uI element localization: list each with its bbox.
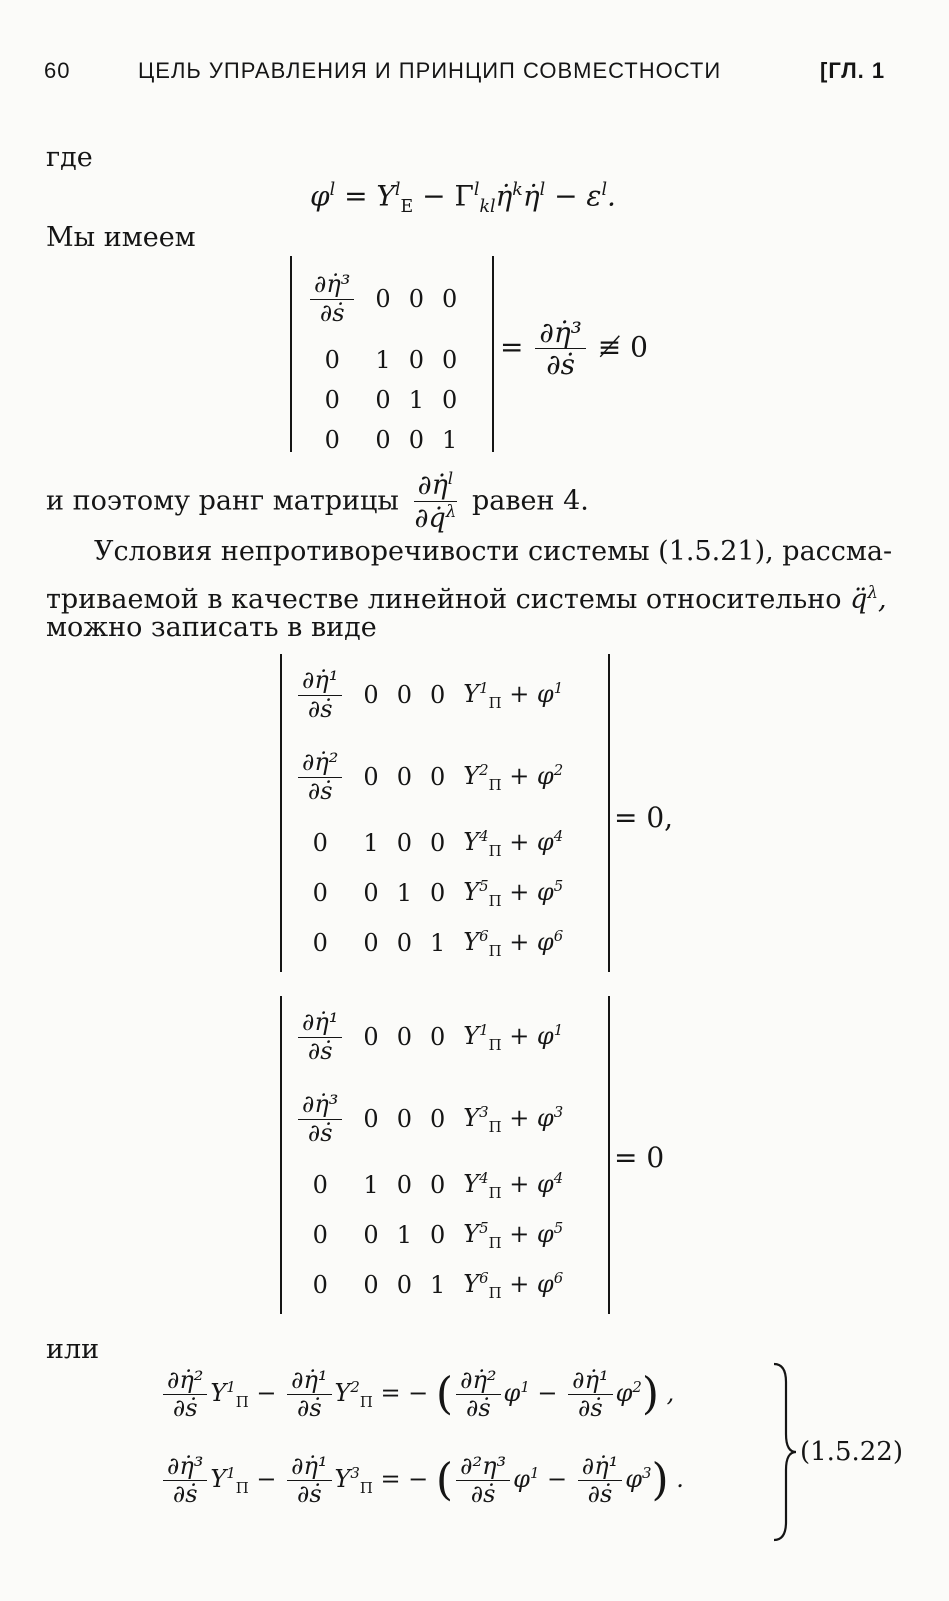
page-number: 60 [44,58,71,83]
equation-number: (1.5.22) [800,1437,903,1467]
chapter-reference: [ГЛ. 1 [820,58,886,83]
text-we-have: Мы имеем [46,222,196,253]
determinant-5x5-first: $\frac{\text{∂η̇¹}}{\text{∂ṡ}}$ 0 0 0 $Y^1_П + \varphi^1$ $\frac{\text{∂η̇²}}{\text{∂ṡ}}$ 0 0 0 $Y^2_П + \varphi^2$ 0 1 0 0 $Y^4_П + \varphi^4$ 0 0 1 0 $Y^5_П + \varphi^5$ 0 0 0 1 $Y^6_П + \varphi^6$ [280,654,610,972]
rank-sentence [46,470,589,534]
right-brace [770,1362,800,1542]
determinant-4x4-rhs: = $\frac{\text{∂η̇³}}{\text{∂ṡ}}$ ≢ 0 [500,316,648,382]
determinant-4x4: $\frac{\text{∂η̇³}}{\text{∂ṡ}}$ 0 0 0 0 1 0 0 0 0 1 0 0 0 0 1 [290,256,494,452]
paragraph-line-1: Условия непротиворечивости системы (1.5.21), рассма- [94,536,893,567]
phi-definition-equation: $\varphi^l = Y^l_E$ − $\Gamma^l_{kl}\etȧ^k\etȧ^l - \varepsilon^l$. [310,179,616,217]
text-where: где [46,142,93,173]
determinant-5x5-second: $\frac{\text{∂η̇¹}}{\text{∂ṡ}}$ 0 0 0 $Y^1_П + \varphi^1$ $\frac{\text{∂η̇³}}{\text{∂ṡ}}$ 0 0 0 $Y^3_П + \varphi^3$ 0 1 0 0 $Y^4_П + \varphi^4$ 0 0 1 0 $Y^5_П + \varphi^5$ 0 0 0 1 $Y^6_П + \varphi^6$ [280,996,610,1314]
equation-1-5-22-line-2: $\frac{\text{∂η̇³}}{\text{∂ṡ}}$ $Y^1_П$ − $\frac{\text{∂η̇¹}}{\text{∂ṡ}}$ $Y^3_П$ = − ( $\frac{\text{∂²η³}}{\text{∂ṡ}}$ $\varphi^1$ − $\frac{\text{∂η̇¹}}{\text{∂ṡ}}$ $\varphi^3$) . [160,1454,684,1507]
running-title: ЦЕЛЬ УПРАВЛЕНИЯ И ПРИНЦИП СОВМЕСТНОСТИ [138,58,722,83]
equation-1-5-22-line-1: $\frac{\text{∂η̇²}}{\text{∂ṡ}}$ $Y^1_П$ − $\frac{\text{∂η̇¹}}{\text{∂ṡ}}$ $Y^2_П$ = − ( $\frac{\text{∂η̇²}}{\text{∂ṡ}}$ $\varphi^1$ − $\frac{\text{∂η̇¹}}{\text{∂ṡ}}$ $\varphi^2$) , [160,1368,674,1421]
rank-text-before: и поэтому ранг матрицы [46,485,399,517]
determinant-5x5-first-rhs: = 0, [614,801,674,834]
paragraph-line-3: можно записать в виде [46,612,377,643]
determinant-5x5-second-rhs: = 0 [614,1141,665,1174]
rank-fraction: $\frac{\partial\etȧ^l}{\partial q̇^\lambda}$ [414,468,457,535]
text-or: или [46,1334,100,1365]
paragraph-line-2-text: триваемой в качестве линейной системы относительно [46,584,842,615]
rank-text-after: равен 4. [471,485,589,517]
q-double-dot-lambda: q̈$^\lambda$, [850,582,887,615]
